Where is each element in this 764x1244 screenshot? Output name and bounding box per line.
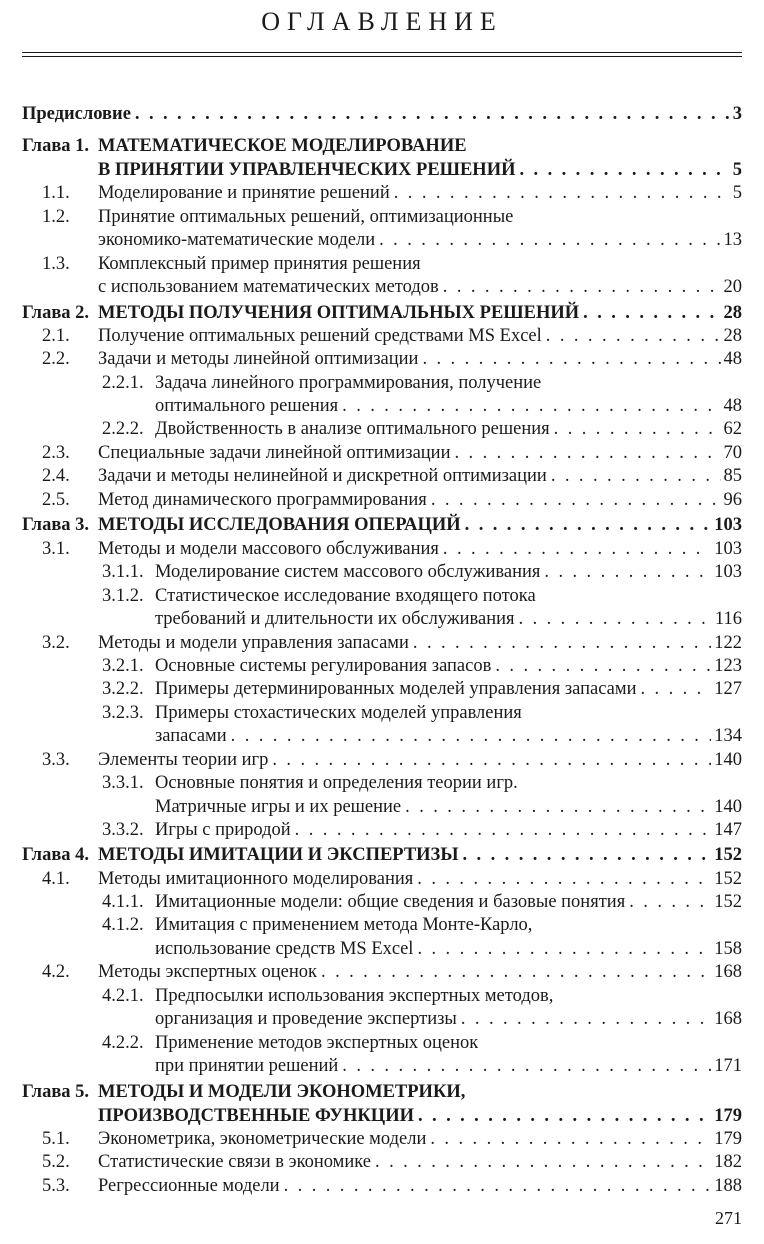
toc-entry[interactable] [98, 301, 742, 325]
toc-entry-title: Моделирование систем массового обслуживания [155, 562, 541, 582]
toc-entry-number: 2.2.2. [102, 419, 144, 439]
toc-entry-title: Основные понятия и определения теории игр. [155, 773, 518, 793]
dot-leader [427, 488, 721, 512]
toc-entry-page: 152 [714, 869, 742, 889]
dot-leader [542, 324, 721, 348]
toc-entry-number: Глава 3. [22, 515, 90, 535]
dot-leader [280, 1174, 712, 1198]
dot-leader [491, 654, 711, 678]
toc-entry-title: с использованием математических методов [98, 277, 439, 297]
toc-entry-page: 171 [714, 1056, 742, 1076]
toc-entry[interactable] [155, 1054, 742, 1078]
toc-entry-page: 5 [732, 183, 742, 203]
toc-entry-title: МЕТОДЫ И МОДЕЛИ ЭКОНОМЕТРИКИ, [98, 1082, 466, 1102]
toc-entry-title: Примеры детерминированных моделей управления запасами [155, 679, 637, 699]
toc-entry[interactable] [98, 843, 742, 867]
toc-entry-page: 123 [714, 656, 742, 676]
dot-leader [625, 890, 711, 914]
toc-entry-number: Глава 4. [22, 845, 90, 865]
toc-entry-number: 2.1. [42, 326, 70, 346]
dot-leader [439, 537, 711, 561]
toc-entry-number: 1.1. [42, 183, 70, 203]
toc-entry-title: запасами [155, 726, 227, 746]
toc-entry-page: 103 [714, 515, 742, 535]
toc-entry[interactable] [98, 441, 742, 465]
dot-leader [268, 748, 711, 772]
toc-entry-page: 140 [714, 750, 742, 770]
toc-entry-number: 3.1. [42, 539, 70, 559]
toc-entry-page: 122 [714, 633, 742, 653]
toc-entry-title: Задачи и методы линейной оптимизации [98, 349, 419, 369]
toc-entry-title: МАТЕМАТИЧЕСКОЕ МОДЕЛИРОВАНИЕ [98, 136, 467, 156]
toc-entry[interactable] [155, 701, 742, 725]
toc-entry[interactable] [155, 654, 742, 678]
toc-entry[interactable] [155, 818, 742, 842]
toc-entry-number: 2.4. [42, 466, 70, 486]
toc-entry-title: В ПРИНЯТИИ УПРАВЛЕНЧЕСКИХ РЕШЕНИЙ [98, 160, 516, 180]
toc-entry-title: Методы и модели массового обслуживания [98, 539, 439, 559]
toc-entry-title: организация и проведение экспертизы [155, 1009, 457, 1029]
toc-entry-number: 3.2.3. [102, 703, 144, 723]
toc-entry-page: 179 [714, 1129, 742, 1149]
toc-entry-title: Применение методов экспертных оценок [155, 1033, 479, 1053]
dot-leader [459, 843, 712, 867]
toc-entry-page: 20 [723, 277, 742, 297]
toc-entry-title: Имитация с применением метода Монте-Карло, [155, 915, 533, 935]
dot-leader [457, 1007, 711, 1031]
toc-entry-number: 2.5. [42, 490, 70, 510]
toc-entry-page: 168 [714, 962, 742, 982]
toc-entry-title: Задача линейного программирования, получение [155, 373, 542, 393]
toc-entry-title: при принятии решений [155, 1056, 339, 1076]
toc-entry-number: 4.2. [42, 962, 70, 982]
toc-entry-title: экономико-математические модели [98, 230, 376, 250]
toc-entry[interactable] [155, 913, 742, 937]
toc-entry-title: Моделирование и принятие решений [98, 183, 390, 203]
dot-leader [375, 228, 720, 252]
toc-entry-number: 4.2.2. [102, 1033, 144, 1053]
toc-entry-title: Предпосылки использования экспертных методов, [155, 986, 554, 1006]
toc-entry-title: требований и длительности их обслуживания [155, 609, 515, 629]
toc-entry[interactable] [155, 417, 742, 441]
toc-entry-number: 3.2. [42, 633, 70, 653]
toc-entry-page: 13 [723, 230, 742, 250]
toc-entry-title: Статистическое исследование входящего потока [155, 586, 536, 606]
toc-entry-title: Двойственность в анализе оптимального решения [155, 419, 550, 439]
toc-entry-page: 152 [714, 845, 742, 865]
toc-entry[interactable] [98, 960, 742, 984]
toc-entry[interactable] [98, 1174, 742, 1198]
toc-entry[interactable] [98, 1080, 742, 1104]
toc-entry[interactable] [98, 488, 742, 512]
toc-entry-title: Принятие оптимальных решений, оптимизационные [98, 207, 514, 227]
toc-entry-page: 48 [723, 349, 742, 369]
toc-entry[interactable] [155, 1031, 742, 1055]
toc-entry-page: 179 [714, 1106, 742, 1126]
toc-entry-title: Метод динамического программирования [98, 490, 427, 510]
toc-entry-page: 140 [714, 797, 742, 817]
toc-entry[interactable] [98, 181, 742, 205]
toc-entry-page: 182 [714, 1152, 742, 1172]
dot-leader [413, 937, 711, 961]
toc-entry-page: 85 [723, 466, 742, 486]
toc-entry-page: 116 [714, 609, 742, 629]
dot-leader [547, 464, 721, 488]
toc-entry-page: 70 [723, 443, 742, 463]
dot-leader [461, 513, 712, 537]
toc-entry[interactable] [155, 771, 742, 795]
toc-entry-title: Получение оптимальных решений средствами MS Excel [98, 326, 542, 346]
toc-entry-number: 3.2.1. [102, 656, 144, 676]
page-number: 271 [715, 1208, 742, 1228]
toc-entry-title: Комплексный пример принятия решения [98, 254, 421, 274]
toc-entry-number: 1.2. [42, 207, 70, 227]
toc-entry-page: 28 [723, 326, 742, 346]
dot-leader [579, 301, 720, 325]
dot-leader [338, 394, 720, 418]
toc-entry[interactable] [98, 252, 742, 276]
toc-entry[interactable] [98, 347, 742, 371]
toc-entry[interactable] [155, 677, 742, 701]
toc-entry-title: Методы имитационного моделирования [98, 869, 414, 889]
toc-entry[interactable] [98, 513, 742, 537]
toc-entry-title: Методы и модели управления запасами [98, 633, 409, 653]
toc-entry-number: 3.3.1. [102, 773, 144, 793]
dot-leader [227, 724, 712, 748]
toc-entry[interactable] [155, 560, 742, 584]
toc-entry[interactable] [155, 607, 742, 631]
toc-entry[interactable] [98, 324, 742, 348]
dot-leader [390, 181, 730, 205]
dot-leader [409, 631, 711, 655]
toc-entry-title: Матричные игры и их решение [155, 797, 402, 817]
toc-entry[interactable] [155, 371, 742, 395]
dot-leader [418, 347, 720, 371]
toc-entry-number: 5.2. [42, 1152, 70, 1172]
toc-entry-title: Эконометрика, эконометрические модели [98, 1129, 427, 1149]
toc-entry[interactable] [155, 584, 742, 608]
toc-entry-number: Глава 1. [22, 136, 90, 156]
dot-leader [515, 158, 729, 182]
toc-entry-title: МЕТОДЫ ИМИТАЦИИ И ЭКСПЕРТИЗЫ [98, 845, 459, 865]
toc-entry-page: 127 [714, 679, 742, 699]
toc-entry[interactable] [22, 102, 742, 126]
toc-entry-title: Предисловие [22, 104, 131, 124]
toc-entry-title: МЕТОДЫ ИССЛЕДОВАНИЯ ОПЕРАЦИЙ [98, 515, 461, 535]
dot-leader [413, 867, 711, 891]
toc-entry-number: 2.2. [42, 349, 70, 369]
toc-entry-page: 147 [714, 820, 742, 840]
toc-entry-number: 2.2.1. [102, 373, 144, 393]
toc-entry-title: МЕТОДЫ ПОЛУЧЕНИЯ ОПТИМАЛЬНЫХ РЕШЕНИЙ [98, 303, 580, 323]
toc-entry-page: 48 [723, 396, 742, 416]
toc-entry-number: 5.1. [42, 1129, 70, 1149]
toc-entry-page: 158 [714, 939, 742, 959]
toc-entry[interactable] [98, 134, 742, 158]
dot-leader [426, 1127, 711, 1151]
toc-entry-title: Имитационные модели: общие сведения и базовые понятия [155, 892, 626, 912]
dot-leader [338, 1054, 711, 1078]
toc-entry-title: Задачи и методы нелинейной и дискретной оптимизации [98, 466, 547, 486]
dot-leader [550, 417, 721, 441]
toc-entry-number: 1.3. [42, 254, 70, 274]
toc-entry-page: 3 [732, 104, 742, 124]
toc-entry[interactable] [98, 631, 742, 655]
toc-entry[interactable] [98, 205, 742, 229]
toc-entry[interactable] [155, 890, 742, 914]
dot-leader [291, 818, 712, 842]
toc-entry-title: Специальные задачи линейной оптимизации [98, 443, 451, 463]
toc-entry[interactable] [98, 464, 742, 488]
dot-leader [401, 795, 711, 819]
toc-entry-number: 3.1.2. [102, 586, 144, 606]
toc-entry[interactable] [155, 937, 742, 961]
toc-entry-title: Статистические связи в экономике [98, 1152, 372, 1172]
toc-entry[interactable] [155, 724, 742, 748]
toc-entry[interactable] [98, 867, 742, 891]
toc-entry-number: 4.1.1. [102, 892, 144, 912]
toc-entry-title: Методы экспертных оценок [98, 962, 318, 982]
toc-entry-number: 4.1.2. [102, 915, 144, 935]
dot-leader [439, 275, 721, 299]
toc-entry-page: 5 [732, 160, 742, 180]
toc-entry-number: 3.3. [42, 750, 70, 770]
dot-leader [371, 1150, 711, 1174]
toc-entry-title: Примеры стохастических моделей управления [155, 703, 522, 723]
toc-entry-title: Регрессионные модели [98, 1176, 280, 1196]
toc-entry-page: 96 [723, 490, 742, 510]
toc-entry[interactable] [98, 537, 742, 561]
toc-entry[interactable] [155, 1007, 742, 1031]
toc-entry-page: 103 [714, 562, 742, 582]
toc-entry-number: 3.3.2. [102, 820, 144, 840]
toc-entry-number: 3.1.1. [102, 562, 144, 582]
toc-entry-number: 4.2.1. [102, 986, 144, 1006]
toc-entry-number: 2.3. [42, 443, 70, 463]
toc-entry-page: 152 [714, 892, 742, 912]
dot-leader [450, 441, 720, 465]
dot-leader [131, 102, 730, 126]
dot-leader [636, 677, 711, 701]
toc-entry[interactable] [98, 748, 742, 772]
toc-entry-page: 188 [714, 1176, 742, 1196]
dot-leader [317, 960, 711, 984]
toc-entry-page: 62 [723, 419, 742, 439]
dot-leader [540, 560, 711, 584]
toc-entry-page: 103 [714, 539, 742, 559]
toc-entry-title: Игры с природой [155, 820, 291, 840]
toc-entry[interactable] [155, 795, 742, 819]
toc-entry-number: Глава 5. [22, 1082, 90, 1102]
toc-entry-number: 4.1. [42, 869, 70, 889]
toc-entry[interactable] [98, 228, 742, 252]
toc-entry[interactable] [155, 394, 742, 418]
toc-entry[interactable] [155, 984, 742, 1008]
toc-entry-title: Элементы теории игр [98, 750, 269, 770]
toc-entry[interactable] [98, 1127, 742, 1151]
dot-leader [414, 1104, 711, 1128]
toc-entry-number: Глава 2. [22, 303, 90, 323]
toc-entry-page: 134 [714, 726, 742, 746]
toc-entry-title: использование средств MS Excel [155, 939, 414, 959]
toc-entry-page: 28 [723, 303, 742, 323]
toc-entry[interactable] [98, 1150, 742, 1174]
toc-entry[interactable] [98, 1104, 742, 1128]
toc-entry-title: ПРОИЗВОДСТВЕННЫЕ ФУНКЦИИ [98, 1106, 414, 1126]
toc-entry-number: 3.2.2. [102, 679, 144, 699]
page-title: ОГЛАВЛЕНИЕ [261, 7, 503, 36]
toc-entry-title: Основные системы регулирования запасов [155, 656, 492, 676]
toc-entry[interactable] [98, 158, 742, 182]
toc-entry[interactable] [98, 275, 742, 299]
toc-entry-page: 168 [714, 1009, 742, 1029]
dot-leader [515, 607, 712, 631]
toc-entry-number: 5.3. [42, 1176, 70, 1196]
toc-entry-title: оптимального решения [155, 396, 339, 416]
